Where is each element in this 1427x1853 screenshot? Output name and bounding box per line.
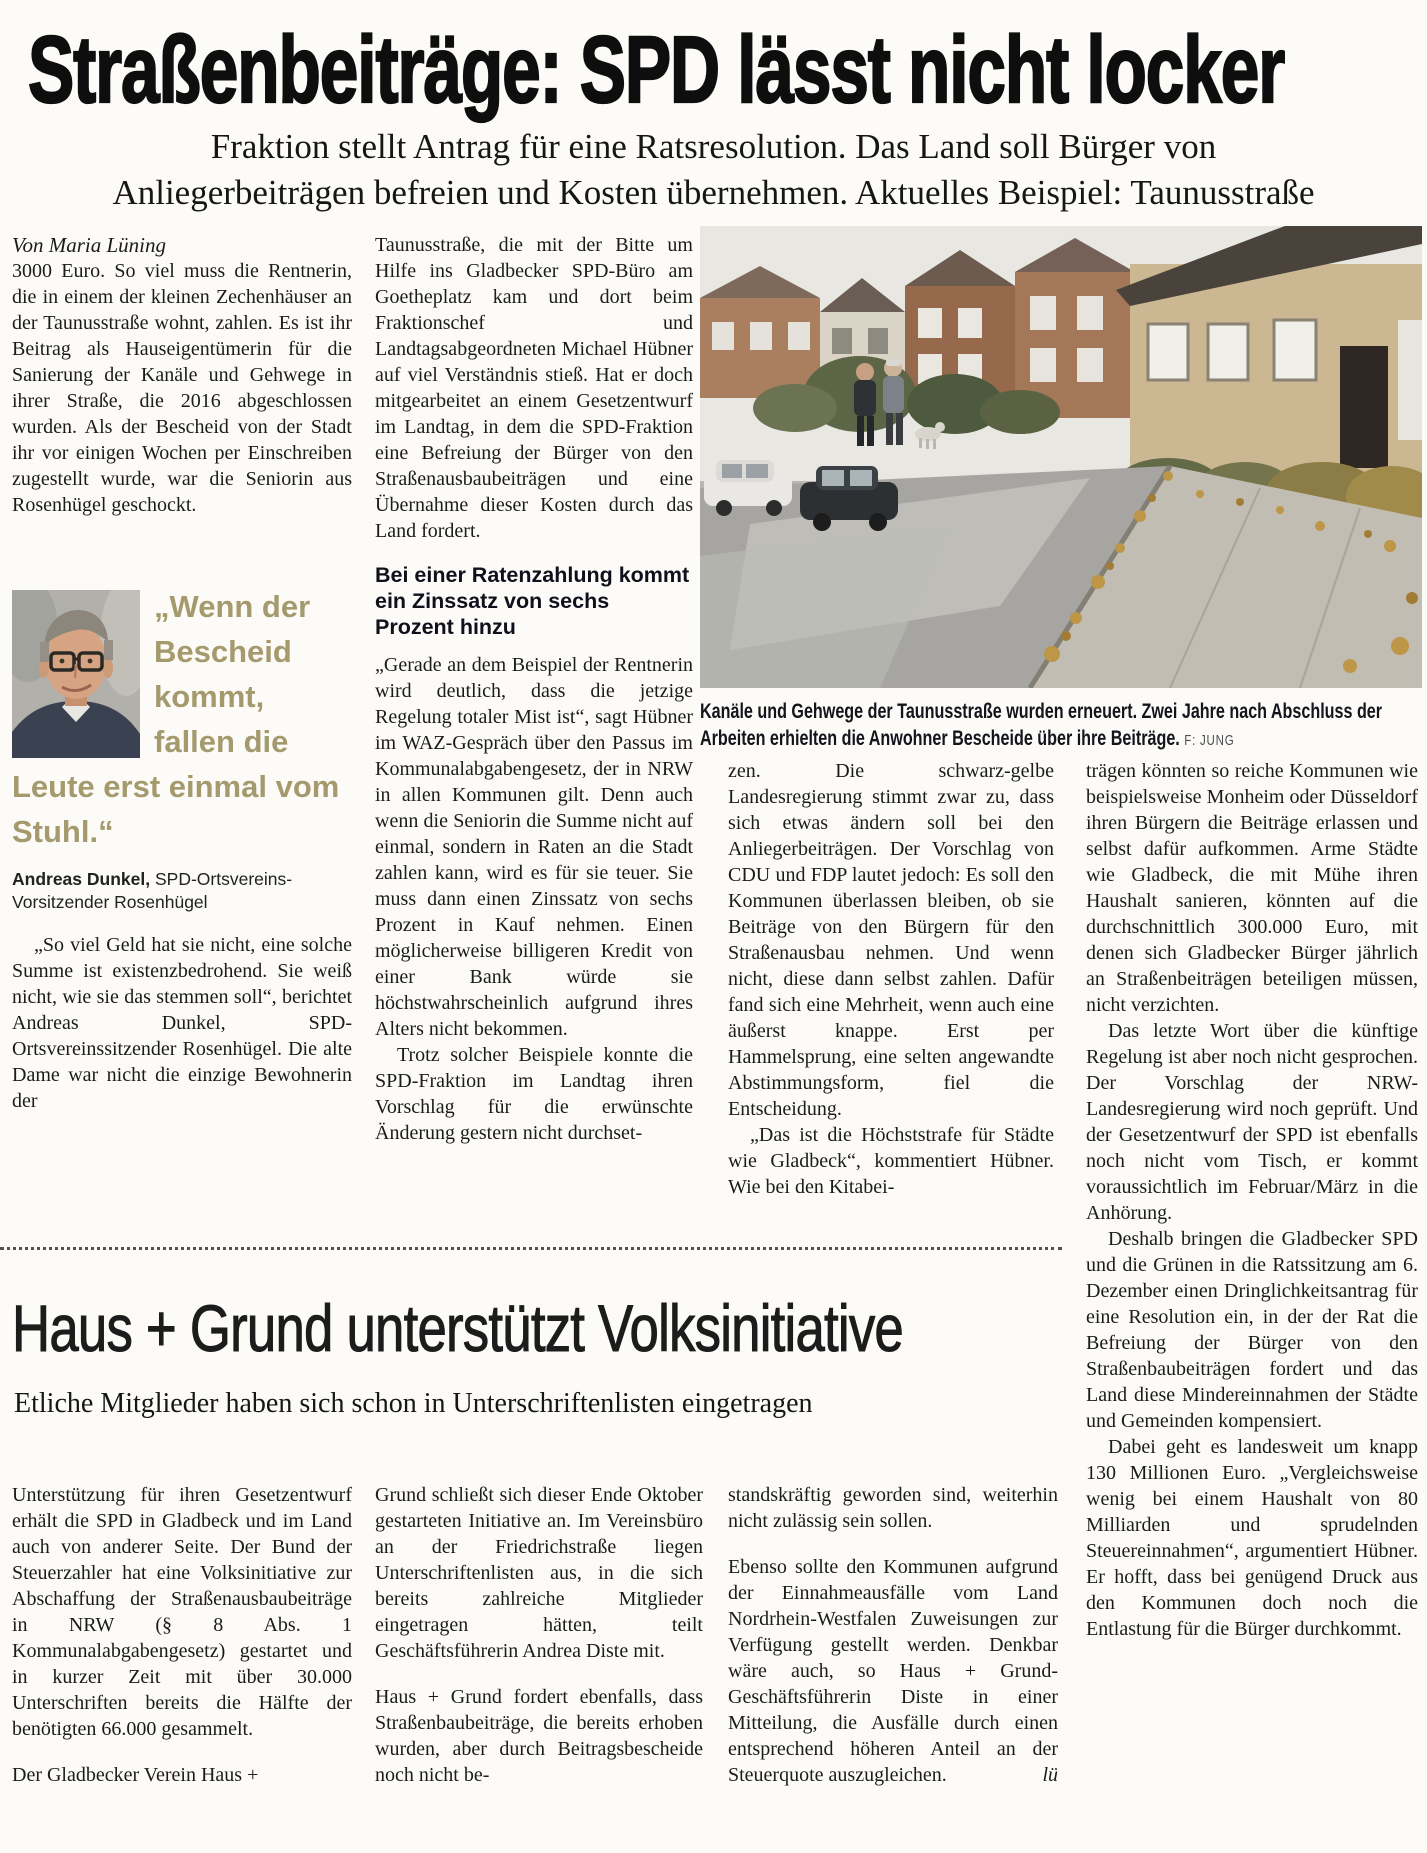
main-subheadline bbox=[0, 124, 1427, 216]
article2-column-1 bbox=[12, 1462, 352, 1842]
paragraph: Grund schließt sich dieser Ende Oktober gestarteten Initiative an. Im Vereinsbüro an der Friedrichstraße liegen Unterschriftenlisten aus, in die sich bereits zahlreiche Mitglieder eingetragen hätten, teilt Geschäftsführerin Andrea Diste mit. bbox=[375, 1484, 703, 1662]
paragraph: trägen könnten so reiche Kommunen wie beispielsweise Monheim oder Düsseldorf ihren Bürgern die Beiträge erlassen und selbst dafür aufkommen. Arme Städte wie Gladbeck, die mit Mühe ihren Haushalt sanieren, könnten auf die durchschnittlich 300.000 Euro, mit denen sich Gladbecker Bürger jährlich an Straßenbeiträgen beteiligen müssen, nicht verzichten. bbox=[1086, 760, 1418, 1016]
paragraph: zen. Die schwarz-gelbe Landesregierung stimmt zwar zu, dass sich etwas ändern soll bei den Anliegerbeiträgen. Der Vorschlag von CDU und FDP lautet jedoch: Es soll den Kommunen überlassen bleiben, ob sie Beiträge von den Bürgern für den Straßenausbau nehmen. Und wenn nicht, diese dann selbst zahlen. Dafür fand sich eine Mehrheit, wenn auch eine äußerst knappe. Erst per Hammelsprung, eine selten angewandte Abstimmungsform, fiel die Entscheidung. bbox=[728, 760, 1054, 1120]
dotted-divider bbox=[0, 1247, 1062, 1250]
byline: Von Maria Lüning bbox=[12, 233, 167, 257]
paragraph: Unterstützung für ihren Gesetzentwurf erhält die SPD in Gladbeck und im Land auch von anderer Seite. Der Bund der Steuerzahler hat eine Volksinitiative zur Abschaffung der Straßenausbaubeiträge in NRW (§ 8 Abs. 1 Kommunalabgabengesetz) gestartet und in kurzer Zeit mit über 30.000 Unterschriften bereits die Hälfte der benötigten 66.000 gesammelt. bbox=[12, 1484, 352, 1740]
paragraph-text: Ebenso sollte den Kommunen aufgrund der Einnahmeausfälle vom Land Nordrhein-Westfalen Zuweisungen zur Verfügung gestellt werden. Denkbar wäre auch, so Haus + Grund-Geschäftsführerin Diste in einer Mitteilung, die Ausfälle durch einen entsprechend höheren Anteil an der Steuerquote auszugleichen. bbox=[728, 1556, 1058, 1786]
pull-quote-attribution bbox=[12, 854, 352, 914]
photo-credit: F: JUNG bbox=[1184, 732, 1235, 749]
pull-quote: „Wenn der Bescheid kommt, fallen die Leute erst einmal vom Stuhl.“ bbox=[12, 589, 340, 849]
second-subheadline: Etliche Mitglieder haben sich schon in Unterschriftenlisten eingetragen bbox=[14, 1388, 813, 1419]
street-photo bbox=[700, 226, 1422, 688]
paragraph: Der Gladbecker Verein Haus + bbox=[12, 1764, 259, 1786]
paragraph: standskräftig geworden sind, weiterhin nicht zulässig sein sollen. bbox=[728, 1484, 1058, 1532]
paragraph: Deshalb bringen die Gladbecker SPD und die Grünen in die Ratssitzung am 6. Dezember einen Dringlichkeitsantrag für eine Resolution ein, in der der Rat die Befreiung der Bürger von den Straßenbaubeiträgen fordert und das Land diese Mindereinnahmen der Städte und Gemeinden kompensiert. bbox=[1086, 1228, 1418, 1432]
article2-column-2 bbox=[375, 1462, 703, 1842]
street-photo-illustration bbox=[700, 226, 1422, 688]
paragraph: „Das ist die Höchststrafe für Städte wie Gladbeck“, kommentiert Hübner. Wie bei den Kitabei- bbox=[728, 1124, 1054, 1198]
attribution-name: Andreas Dunkel, bbox=[12, 869, 151, 889]
photo-caption-wrap bbox=[700, 698, 1422, 756]
paragraph: „Gerade an dem Beispiel der Rentnerin wird deutlich, dass die jetzige Regelung totaler Mist ist“, sagt Hübner im WAZ-Gespräch über den Passus im Kommunalabgabengesetz, der in NRW in allen Kommunen gilt. Denn auch wenn die Seniorin die Summe nicht auf einmal, sondern in Raten an die Stadt zahlen kann, wird es für sie teuer. Sie muss dann einen Zinssatz von sechs Prozent in Kauf nehmen. Einen möglicherweise billigeren Kredit von einer Bank würde sie höchstwahrscheinlich aufgrund ihres Alters nicht bekommen. bbox=[375, 654, 693, 1040]
article1-column-4 bbox=[1086, 758, 1418, 1833]
subheadline-line-2: Anliegerbeiträgen befreien und Kosten übernehmen. Aktuelles Beispiel: Taunusstraße bbox=[112, 173, 1315, 212]
article2-column-3 bbox=[728, 1462, 1058, 1842]
author-initials: lü bbox=[1042, 1764, 1058, 1786]
pull-quote-block bbox=[12, 584, 352, 914]
paragraph: Das letzte Wort über die künftige Regelung ist aber noch nicht gesprochen. Der Vorschlag der NRW-Landesregierung wird noch geprüft. Und der Gesetzentwurf der SPD ist ebenfalls noch nicht vom Tisch, er kommt voraussichtlich im Februar/März in die Anhörung. bbox=[1086, 1020, 1418, 1224]
second-headline: Haus + Grund unterstützt Volksinitiative bbox=[12, 1291, 903, 1365]
paragraph: Taunusstraße, die mit der Bitte um Hilfe ins Gladbecker SPD-Büro am Goetheplatz kam und dort beim Fraktionschef und Landtagsabgeordneten Michael Hübner auf viel Verständnis stieß. Hat er doch mitgearbeitet an einem Gesetzentwurf im Landtag, in dem die SPD-Fraktion eine Befreiung der Bürger von den Straßenausbaubeiträgen und eine Übernahme dieser Kosten durch das Land fordert. bbox=[375, 234, 693, 542]
main-headline: Straßenbeiträge: SPD lässt nicht locker bbox=[28, 17, 1285, 123]
photo-caption bbox=[700, 698, 1422, 754]
crosshead: Bei einer Ratenzahlung kommt ein Zinssatz von sechs Prozent hinzu bbox=[375, 563, 690, 639]
portrait-illustration bbox=[12, 590, 140, 758]
subheadline-line-1: Fraktion stellt Antrag für eine Ratsresolution. Das Land soll Bürger von bbox=[210, 127, 1217, 166]
paragraph: „So viel Geld hat sie nicht, eine solche Summe ist existenzbedrohend. Sie weiß nicht, wie sie das stemmen soll“, berichtet Andreas Dunkel, SPD-Ortsvereinssitzender Rosenhügel. Die alte Dame war nicht die einzige Bewohnerin der bbox=[12, 934, 352, 1112]
attribution-role: SPD-Ortsvereins-Vorsitzender Rosenhügel bbox=[12, 869, 293, 912]
photo-caption-text: Kanäle und Gehwege der Taunusstraße wurden erneuert. Zwei Jahre nach Abschluss der Arbeiten erhielten die Anwohner Bescheide über ihre Beiträge. bbox=[700, 700, 1383, 750]
paragraph: Dabei geht es landesweit um knapp 130 Millionen Euro. „Vergleichsweise wenig bei einem Haushalt von 80 Milliarden und sprudelnden Steuereinnahmen“, argumentiert Hübner. Er hofft, dass bei genügend Druck aus den Kommunen doch noch die Entlastung für die Bürger durchkommt. bbox=[1086, 1436, 1418, 1640]
paragraph: Trotz solcher Beispiele konnte die SPD-Fraktion im Landtag ihren Vorschlag für die erwünschte Änderung gestern nicht durchset- bbox=[375, 1044, 693, 1144]
paragraph: 3000 Euro. So viel muss die Rentnerin, die in einem der kleinen Zechenhäuser an der Taunusstraße wohnt, zahlen. Es ist ihr Beitrag als Hauseigentümerin für die Sanierung der Kanäle und Gehwege in ihrer Straße, die 2016 abgeschlossen wurden. Als der Bescheid von der Stadt ihr vor einigen Wochen per Einschreiben zugestellt wurde, war die Seniorin aus Rosenhügel geschockt. bbox=[12, 260, 352, 516]
paragraph: Haus + Grund fordert ebenfalls, dass Straßenbaubeiträge, die bereits erhoben wurden, aber durch Beitragsbescheide noch nicht be- bbox=[375, 1686, 703, 1786]
article1-column-2 bbox=[375, 232, 693, 1242]
portrait-photo bbox=[12, 590, 140, 758]
paragraph bbox=[728, 1554, 1058, 1788]
article1-column-1 bbox=[12, 232, 352, 1242]
article1-column-3 bbox=[728, 758, 1054, 1250]
